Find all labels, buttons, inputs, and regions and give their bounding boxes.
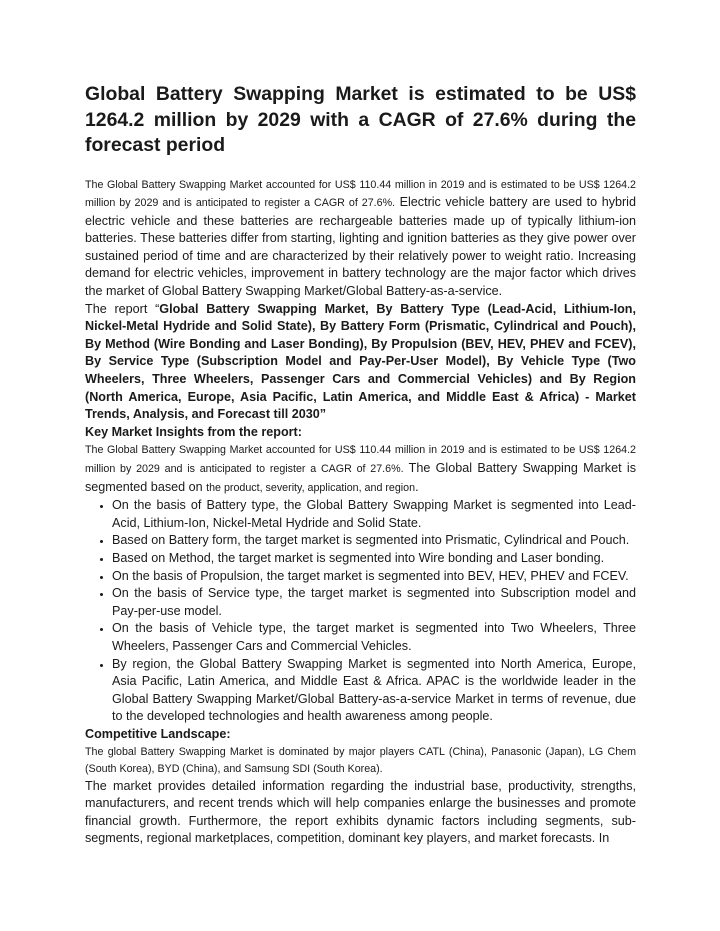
list-item: • On the basis of Service type, the target market is segmented into Subscription model and Pay-per-use model. — [112, 585, 636, 620]
competitive-heading: Competitive Landscape: — [85, 726, 231, 741]
intro-small-text: The Global Battery Swapping Market accounted for US$ 110.44 million in 2019 and is estimated to be US$ 1264.2 million by 2029 and is anticipated to register a CAGR of 27.6%. — [85, 178, 636, 210]
report-prefix: The report “ — [85, 301, 160, 316]
intro-text: Electric vehicle battery are used to hybrid electric vehicle and these batteries are rechargeable batteries made up of typically lithium-ion batteries. These batteries differ from starting, lighting and ignition batteries as they give power over sustained period of time and are characterized by their relatively power to weight ratio. Increasing demand for electric vehicles, improvement in battery technology are the major factor which drives the market of Global Battery Swapping Market/Global Battery-as-a-service. — [85, 195, 636, 299]
list-item: • On the basis of Vehicle type, the target market is segmented into Two Wheelers, Three Wheelers, Passenger Cars and Commercial Vehicles. — [112, 620, 636, 655]
report-title: Global Battery Swapping Market, By Battery Type (Lead-Acid, Lithium-Ion, Nickel-Metal Hydride and Solid State), By Battery Form (Prismatic, Cylindrical and Pouch), By Method (Wire Bonding and Laser Bonding), By Propulsion (BEV, HEV, PHEV and FCEV), By Service Type (Subscription Model and Pay-Per-User Model), By Vehicle Type (Two Wheelers, Three Wheelers, Passenger Cars and Commercial Vehicles) and By Region (North America, Europe, Asia Pacific, Latin America, and Middle East & Africa) - Market Trends, Analysis, and Forecast till 2030” — [85, 301, 636, 422]
insights-paragraph — [85, 441, 636, 497]
list-item: • Based on Method, the target market is segmented into Wire bonding and Laser bonding. — [112, 550, 636, 568]
document-page — [85, 82, 636, 848]
competitive-paragraph: The market provides detailed information regarding the industrial base, productivity, strengths, manufacturers, and recent trends which will help companies enlarge the businesses and promote financial growth. Furthermore, the report exhibits dynamic factors including segments, sub-segments, regional marketplaces, competition, dominant key players, and market forecasts. In — [85, 778, 636, 846]
competitive-small-paragraph: The global Battery Swapping Market is dominated by major players CATL (China), Panasonic (Japan), LG Chem (South Korea), BYD (China), and Samsung SDI (South Korea). — [85, 745, 636, 775]
intro-paragraph — [85, 176, 636, 301]
report-paragraph — [85, 301, 636, 424]
insights-end: . — [415, 479, 419, 494]
insights-text: The Global Battery Swapping Market is segmented based on — [85, 461, 636, 494]
document-title: Global Battery Swapping Market is estimated to be US$ 1264.2 million by 2029 with a CAGR of 27.6% during the forecast period — [85, 83, 636, 156]
insights-heading: Key Market Insights from the report: — [85, 424, 302, 439]
list-item: • On the basis of Battery type, the Global Battery Swapping Market is segmented into Lead-Acid, Lithium-Ion, Nickel-Metal Hydride and Solid State. — [112, 497, 636, 532]
list-item: • By region, the Global Battery Swapping Market is segmented into North America, Europe, Asia Pacific, Latin America, and Middle East & Africa. APAC is the worldwide leader in the Global Battery Swapping Market/Global Battery-as-a-service Market in terms of revenue, due to the developed technologies and health awareness among people. — [112, 656, 636, 726]
insights-bullet-list — [85, 497, 636, 726]
list-item: • Based on Battery form, the target market is segmented into Prismatic, Cylindrical and Pouch. — [112, 532, 636, 550]
insights-small-end: the product, severity, application, and region — [206, 481, 416, 494]
list-item: • On the basis of Propulsion, the target market is segmented into BEV, HEV, PHEV and FCEV. — [112, 568, 636, 586]
insights-small-text: The Global Battery Swapping Market accounted for US$ 110.44 million in 2019 and is estimated to be US$ 1264.2 million by 2029 and is anticipated to register a CAGR of 27.6%. — [85, 444, 636, 475]
